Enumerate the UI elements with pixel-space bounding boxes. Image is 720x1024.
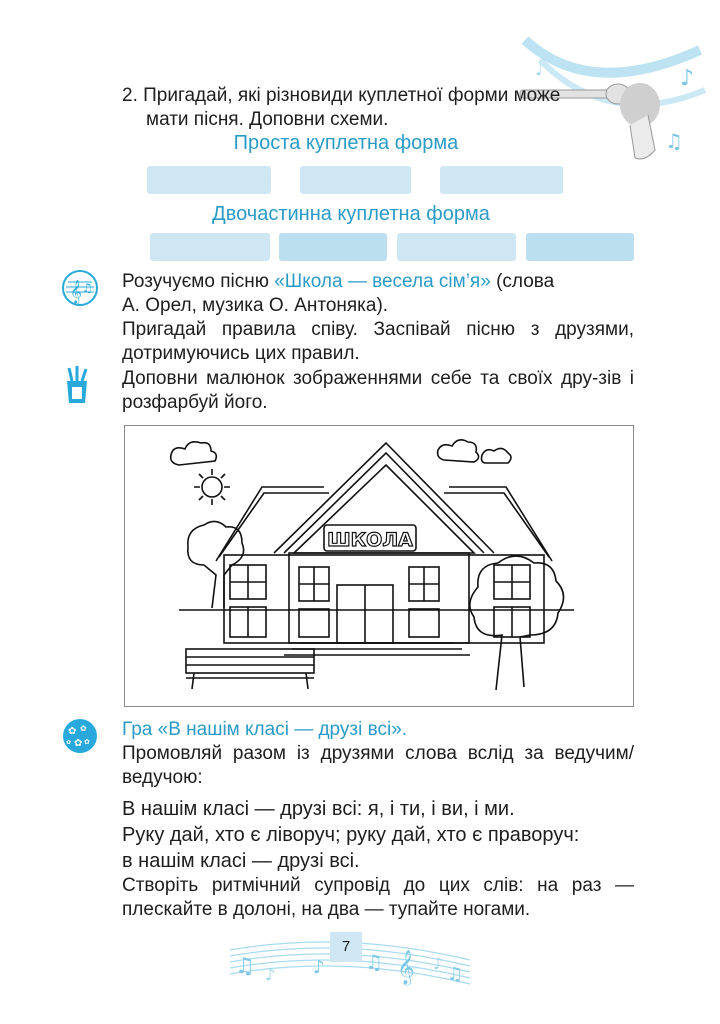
- svg-text:♩: ♩: [535, 60, 543, 79]
- song-intro: [122, 270, 634, 294]
- game-instruction: Промовляй разом із друзями слова вслід за ведучим/ведучою:: [122, 743, 634, 788]
- song-suffix: (слова: [496, 271, 555, 292]
- task-line1: Пригадай, які різновиди куплетної форми може: [143, 85, 561, 106]
- two-part-form-box-4[interactable]: [526, 233, 634, 261]
- svg-text:♫: ♫: [447, 964, 464, 985]
- svg-text:♫: ♫: [365, 950, 383, 974]
- svg-text:♪: ♪: [680, 66, 695, 91]
- simple-form-box-2[interactable]: [300, 166, 411, 194]
- task-line2: мати пісня. Доповни схеми.: [146, 109, 389, 130]
- svg-text:♪: ♪: [433, 954, 444, 973]
- svg-text:✿: ✿: [66, 739, 72, 746]
- svg-text:♫: ♫: [82, 281, 93, 295]
- svg-text:✿: ✿: [84, 738, 90, 746]
- svg-text:♪: ♪: [265, 965, 276, 984]
- verse-line-1: В нашім класі — друзі всі: я, і ти, і ви, і ми.: [122, 798, 515, 820]
- svg-text:♫: ♫: [235, 954, 255, 979]
- simple-form-box-3[interactable]: [440, 166, 563, 194]
- svg-text:𝄞: 𝄞: [70, 279, 82, 303]
- brushes-cup-icon: [60, 365, 94, 405]
- simple-form-box-1[interactable]: [147, 166, 271, 194]
- simple-form-title: Проста куплетна форма: [233, 132, 459, 154]
- svg-text:✿: ✿: [68, 726, 77, 737]
- svg-text:✿: ✿: [80, 724, 87, 733]
- two-part-form-box-2[interactable]: [279, 233, 387, 261]
- two-part-form-title: Двочастинна куплетна форма: [212, 203, 490, 225]
- two-part-form-box-1[interactable]: [150, 233, 270, 261]
- task-number: 2.: [122, 85, 138, 106]
- rhythm-instruction: Створіть ритмічний супровід до цих слів: на раз — плескайте в долоні, на два — тупайте ногами.: [122, 875, 634, 920]
- verse-line-3: в нашім класі — друзі всі.: [122, 850, 360, 872]
- svg-text:𝄞: 𝄞: [397, 950, 415, 985]
- task-2-text: [122, 84, 634, 108]
- school-coloring-picture[interactable]: [124, 425, 634, 707]
- game-title: Гра «В нашім класі — друзі всі».: [122, 719, 408, 740]
- page-number: 7: [330, 932, 362, 962]
- song-prefix: Розучуємо пісню: [122, 271, 269, 292]
- school-sign-text: ШКОЛА: [327, 529, 413, 551]
- svg-text:♪: ♪: [313, 957, 325, 978]
- drawing-task-text: Доповни малюнок зображеннями себе та своїх дру-зів і розфарбуй його.: [122, 368, 634, 413]
- song-rules: Пригадай правила співу. Заспівай пісню з друзями, дотримуючись цих правил.: [122, 319, 634, 364]
- svg-text:✿: ✿: [74, 738, 83, 749]
- two-part-form-box-3[interactable]: [397, 233, 516, 261]
- stars-circle-icon: [62, 718, 98, 754]
- svg-text:♫: ♫: [665, 129, 683, 153]
- verse-line-2: Руку дай, хто є ліворуч; руку дай, хто є праворуч:: [122, 824, 580, 846]
- song-credits: А. Орел, музика О. Антоняка).: [122, 295, 389, 316]
- music-note-circle-icon: [60, 268, 100, 308]
- song-title: «Школа — весела сім’я»: [274, 271, 491, 292]
